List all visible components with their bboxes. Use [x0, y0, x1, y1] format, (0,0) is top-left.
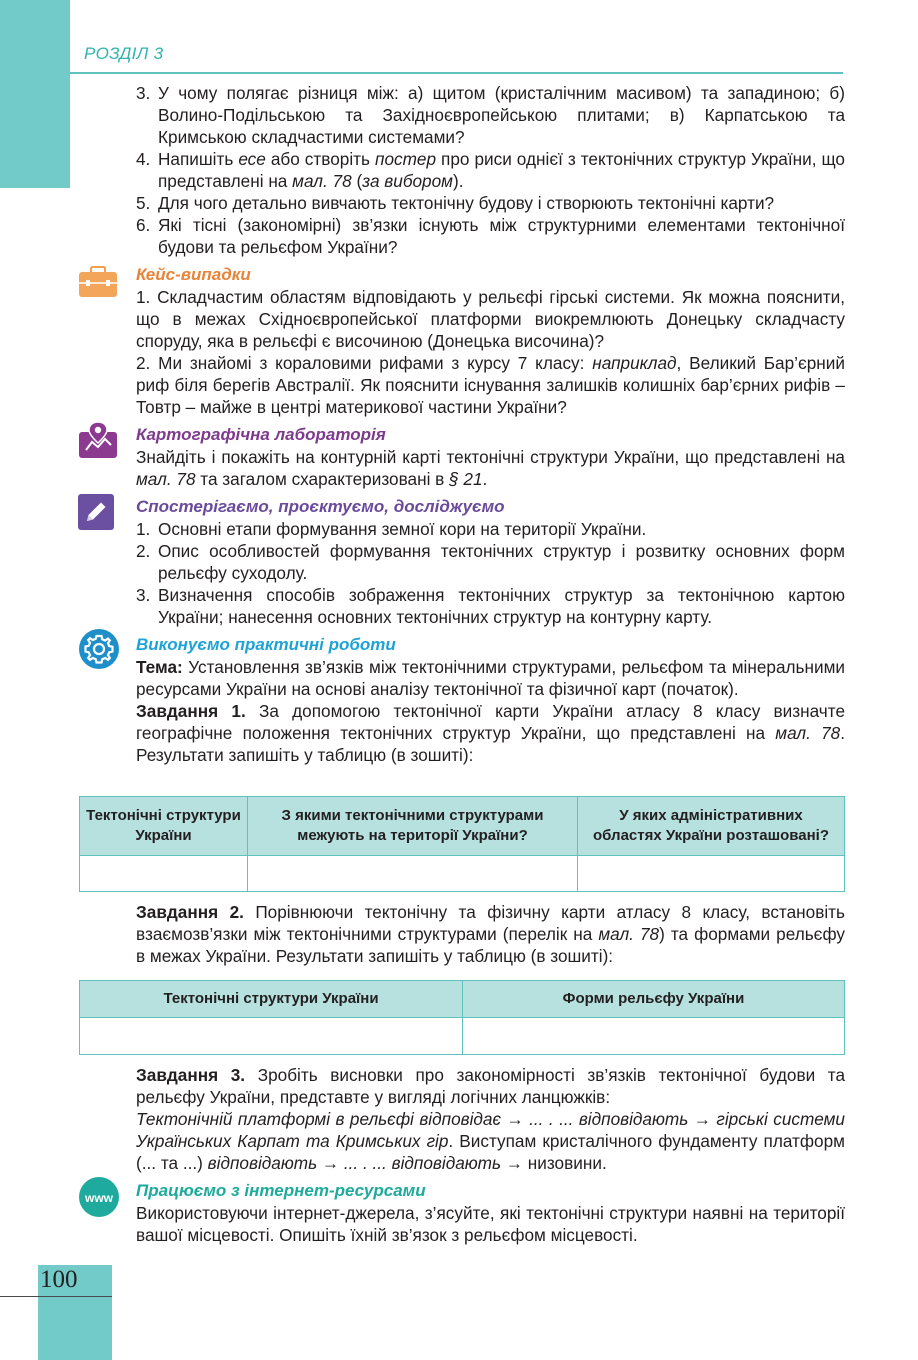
task-2-block [136, 901, 845, 967]
internet-text: Використовуючи інтернет-джерела, з’ясуйте, які тектонічні структури наявні на території вашої місцевості. Опишіть їхній зв’язок з рельєфом місцевості. [136, 1203, 845, 1245]
table-cell [80, 1018, 463, 1055]
corner-tab [0, 0, 70, 188]
list-item: 3. У чому полягає різниця між: а) щитом (кристалічним масивом) та западиною; б) Волино-Подільською та Західноєвропейською плитами; в) Карпатською та Кримською складчастими системами? [136, 83, 845, 147]
page-number: 100 [40, 1266, 78, 1293]
gear-icon [78, 628, 120, 670]
table-header: У яких адміністративних областях України розташовані? [578, 797, 845, 856]
task-1: Завдання 1. За допомогою тектонічної карти України атласу 8 класу визначте географічне положення тектонічних структур України, що представлені на мал. 78. Результати запишіть у таблицю (в зошиті): [136, 701, 846, 765]
questions-list [136, 82, 845, 258]
table-1 [79, 796, 845, 892]
list-item: 5. Для чого детально вивчають тектонічну будову і створюють тектонічні карти? [136, 193, 775, 213]
table-cell [463, 1018, 845, 1055]
page-content [136, 82, 845, 766]
lab-title: Картографічна лабораторія [136, 425, 386, 444]
www-badge-text: www [84, 1191, 114, 1205]
task-3-block [84, 1064, 846, 1246]
pencil-icon [78, 494, 114, 530]
list-item: 6. Які тісні (закономірні) зв’язки існують між структурними елементами тектонічної будови та рельєфом України? [136, 215, 845, 257]
table-row [80, 1018, 845, 1055]
table-row [80, 856, 845, 892]
internet-title: Працюємо з інтернет-ресурсами [136, 1181, 426, 1200]
table-header: Тектонічні структури України [80, 797, 248, 856]
table-header: З якими тектонічними структурами межують на території України? [248, 797, 578, 856]
task-2: Завдання 2. Порівнюючи тектонічну та фізичну карти атласу 8 класу, встановіть взаємозв’язки між тектонічними структурами (перелік на мал. 78) та формами рельєфу в межах України. Результати запишіть у таблицю (в зошиті): [136, 902, 845, 966]
observe-section [136, 496, 845, 628]
lab-text: Знайдіть і покажіть на контурній карті тектонічні структури України, що представлені на мал. 78 та загалом схарактеризовані в § 21. [136, 447, 845, 489]
table-2 [79, 980, 845, 1055]
observe-title: Спостерігаємо, проєктуємо, досліджуємо [136, 497, 505, 516]
table-header: Тектонічні структури України [80, 981, 463, 1018]
case-title: Кейс-випадки [136, 265, 251, 284]
lab-section [136, 424, 845, 490]
www-icon [78, 1176, 120, 1218]
practical-section [136, 634, 845, 766]
table-cell [80, 856, 248, 892]
table-cell [578, 856, 845, 892]
table-cell [248, 856, 578, 892]
table-header: Форми рельєфу України [463, 981, 845, 1018]
briefcase-icon [78, 266, 118, 298]
list-item: 3. Визначення способів зображення тектонічних структур за тектонічною картою України; нанесення основних тектонічних структур на контурну карту. [136, 585, 845, 627]
list-item: 4. Напишіть есе або створіть постер про риси однієї з тектонічних структур України, що представлені на мал. 78 (за вибором). [136, 149, 845, 191]
case-section [136, 264, 845, 418]
internet-section [84, 1180, 845, 1246]
section-label: РОЗДІЛ 3 [84, 44, 164, 63]
case-paragraph-2: 2. Ми знайомі з кораловими рифами з курсу 7 класу: наприклад, Великий Бар’єрний риф біля берегів Австралії. Як пояснити існування залишків колишніх бар’єрних рифів – Товтр – майже в центрі материкової частини України? [136, 353, 845, 417]
practical-title: Виконуємо практичні роботи [136, 635, 396, 654]
practical-theme: Тема: Установлення зв’язків між тектонічними структурами, рельєфом та мінеральними ресурсами України на основі аналізу тектонічної та фізичної карт (початок). [136, 657, 845, 699]
table-row [80, 981, 845, 1018]
page-number-rule [0, 1296, 112, 1297]
list-item: 2. Опис особливостей формування тектонічних структур і розвитку основних форм рельєфу суходолу. [136, 541, 845, 583]
table-row [80, 797, 845, 856]
header-rule [70, 72, 843, 74]
task-3: Завдання 3. Зробіть висновки про закономірності зв’язків тектонічної будови та рельєфу України, представте у вигляді логічних ланцюжків: Тектонічній платформі в рельєфі відповідає → ... . ... відповідають → гірські системи Українських Карпат та Кримських гір. Виступам кристалічного фундаменту платформ (... та ...) відповідають → ... . ... відповідають → низовини. [136, 1065, 846, 1173]
map-pin-icon [78, 420, 118, 460]
case-paragraph-1: 1. Складчастим областям відповідають у рельєфі гірські системи. Як можна пояснити, що в межах Східноєвропейської платформи виокремлюють Донецьку складчасту споруду, яка в рельєфі є височиною (Донецька височина)? [136, 287, 845, 351]
list-item: 1. Основні етапи формування земної кори на території України. [136, 519, 647, 539]
observe-list [136, 518, 845, 628]
